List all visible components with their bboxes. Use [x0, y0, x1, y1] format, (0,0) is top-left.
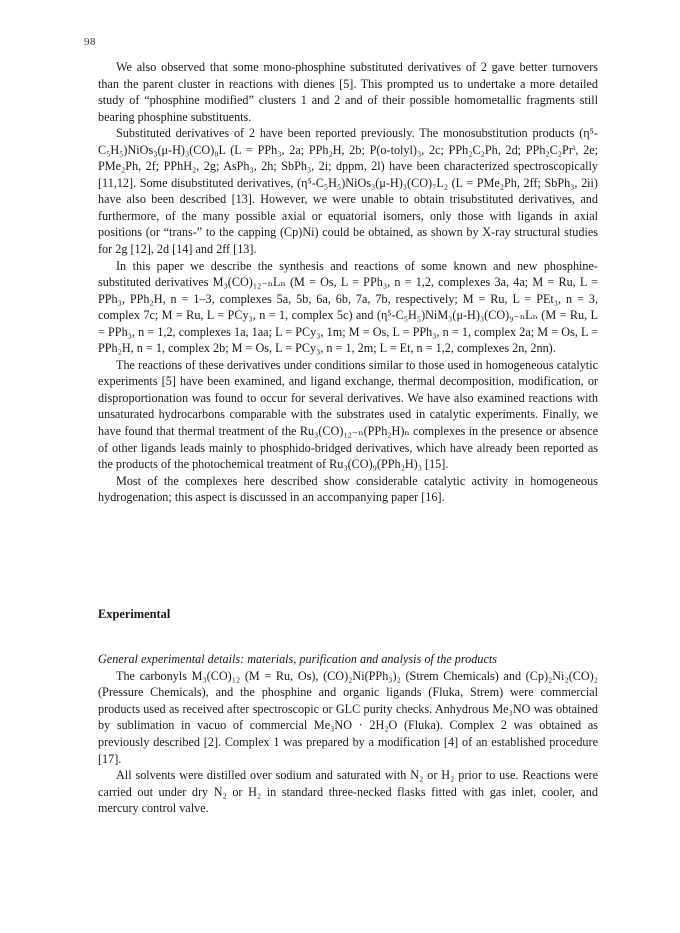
section-heading: Experimental — [98, 607, 171, 621]
paragraph: All solvents were distilled over sodium and saturated with N₂ or H₂ prior to use. Reactions were carried out under dry N₂ or H₂ in standard three-necked flasks fitted with gas inlet, cooler, and mercury control valve. — [98, 768, 598, 816]
page-number: 98 — [84, 36, 96, 48]
paragraph: We also observed that some mono-phosphine substituted derivatives of 2 gave better turnovers than the parent cluster in reactions with dienes [5]. This prompted us to undertake a more detailed study of “phosphine modified” clusters 1 and 2 and of their possible homometallic fragments still bearing phosphine substituents. — [98, 60, 598, 124]
paragraph: Substituted derivatives of 2 have been reported previously. The monosubstitution products (η⁵-C₅H₅)NiOs₃(μ-H)₃(CO)₈L (L = PPh₃, 2a; PPh₂H, 2b; P(o-tolyl)₃, 2c; PPh₂C₂Ph, 2d; PPh₂C₂Prⁱ, 2e; PMe₂Ph, 2f; PPhH₂, 2g; AsPh₃, 2h; SbPh₃, 2i; dppm, 2l) have been characterized spectroscopically [11,12]. Some disubstituted derivatives, (η⁵-C₅H₅)NiOs₃(μ-H)₃(CO)₇L₂ (L = PMe₂Ph, 2ff; SbPh₃, 2ii) have also been described [13]. However, we were unable to obtain trisubstituted derivatives, and furthermore, of the many possible axial or equatorial isomers, only those with ligands in axial positions (or “trans-” to the capping (Cp)Ni) could be obtained, as shown by X-ray structural studies for 2g [12], 2d [14] and 2ff [13]. — [98, 126, 598, 257]
paragraph: Most of the complexes here described show considerable catalytic activity in homogeneous hydrogenation; this aspect is discussed in an accompanying paper [16]. — [98, 473, 598, 505]
paragraph: The carbonyls M₃(CO)₁₂ (M = Ru, Os), (CO)₂Ni(PPh₃)₂ (Strem Chemicals) and (Cp)₂Ni₂(CO)₂ (Pressure Chemicals), and the phosphine and organic ligands (Fluka, Strem) were commercial products used as received after spectroscopic or GLC purity checks. Anhydrous Me₃NO was obtained by sublimation in vacuo of commercial Me₃NO · 2H₂O (Fluka). Complex 2 was obtained as previously described [2]. Complex 1 was prepared by a modification [4] of an established procedure [17]. — [98, 668, 598, 766]
paragraph: In this paper we describe the synthesis and reactions of some known and new phosphine-substituted derivatives M₃(CO)₁₂₋ₙLₙ (M = Os, L = PPh₃, n = 1,2, complexes 3a, 4a; M = Ru, L = PPh₃, PPh₂H, n = 1–3, complexes 5a, 5b, 6a, 6b, 7a, 7b, respectively; M = Ru, L = PEt₃, n = 3, complex 7c; M = Ru, L = PCy₃, n = 1, complex 5c) and (η⁵-C₅H₅)NiM₃(μ-H)₃(CO)₉₋ₙLₙ (M = Ru, L = PPh₃, n = 1,2, complexes 1a, 1aa; L = PCy₃, 1m; M = Os, L = PPh₃, n = 1, complex 2a; M = Os, L = PPh₂H, n = 1, complex 2b; M = Os, L = PCy₃, n = 1, 2m; L = Et, n = 1,2, complexes 2n, 2nn). — [98, 258, 598, 356]
intro-section — [98, 59, 598, 506]
paragraph: The reactions of these derivatives under conditions similar to those used in homogeneous catalytic experiments [5] have been examined, and ligand exchange, thermal decomposition, modification, or disproportionation was found to occur for several derivatives. We have also examined reactions with unsaturated hydrocarbons comparable with the substrates used in catalytic experiments. Finally, we have found that thermal treatment of the Ru₃(CO)₁₂₋ₙ(PPh₂H)ₙ complexes in the presence or absence of other ligands leads mainly to phosphido-bridged derivatives, which have already been reported as the products of the photochemical treatment of Ru₃(CO)₉(PPh₂H)₃ [15]. — [98, 357, 598, 472]
subsection-heading: General experimental details: materials, purification and analysis of the products — [98, 652, 497, 666]
experimental-section — [98, 651, 598, 817]
